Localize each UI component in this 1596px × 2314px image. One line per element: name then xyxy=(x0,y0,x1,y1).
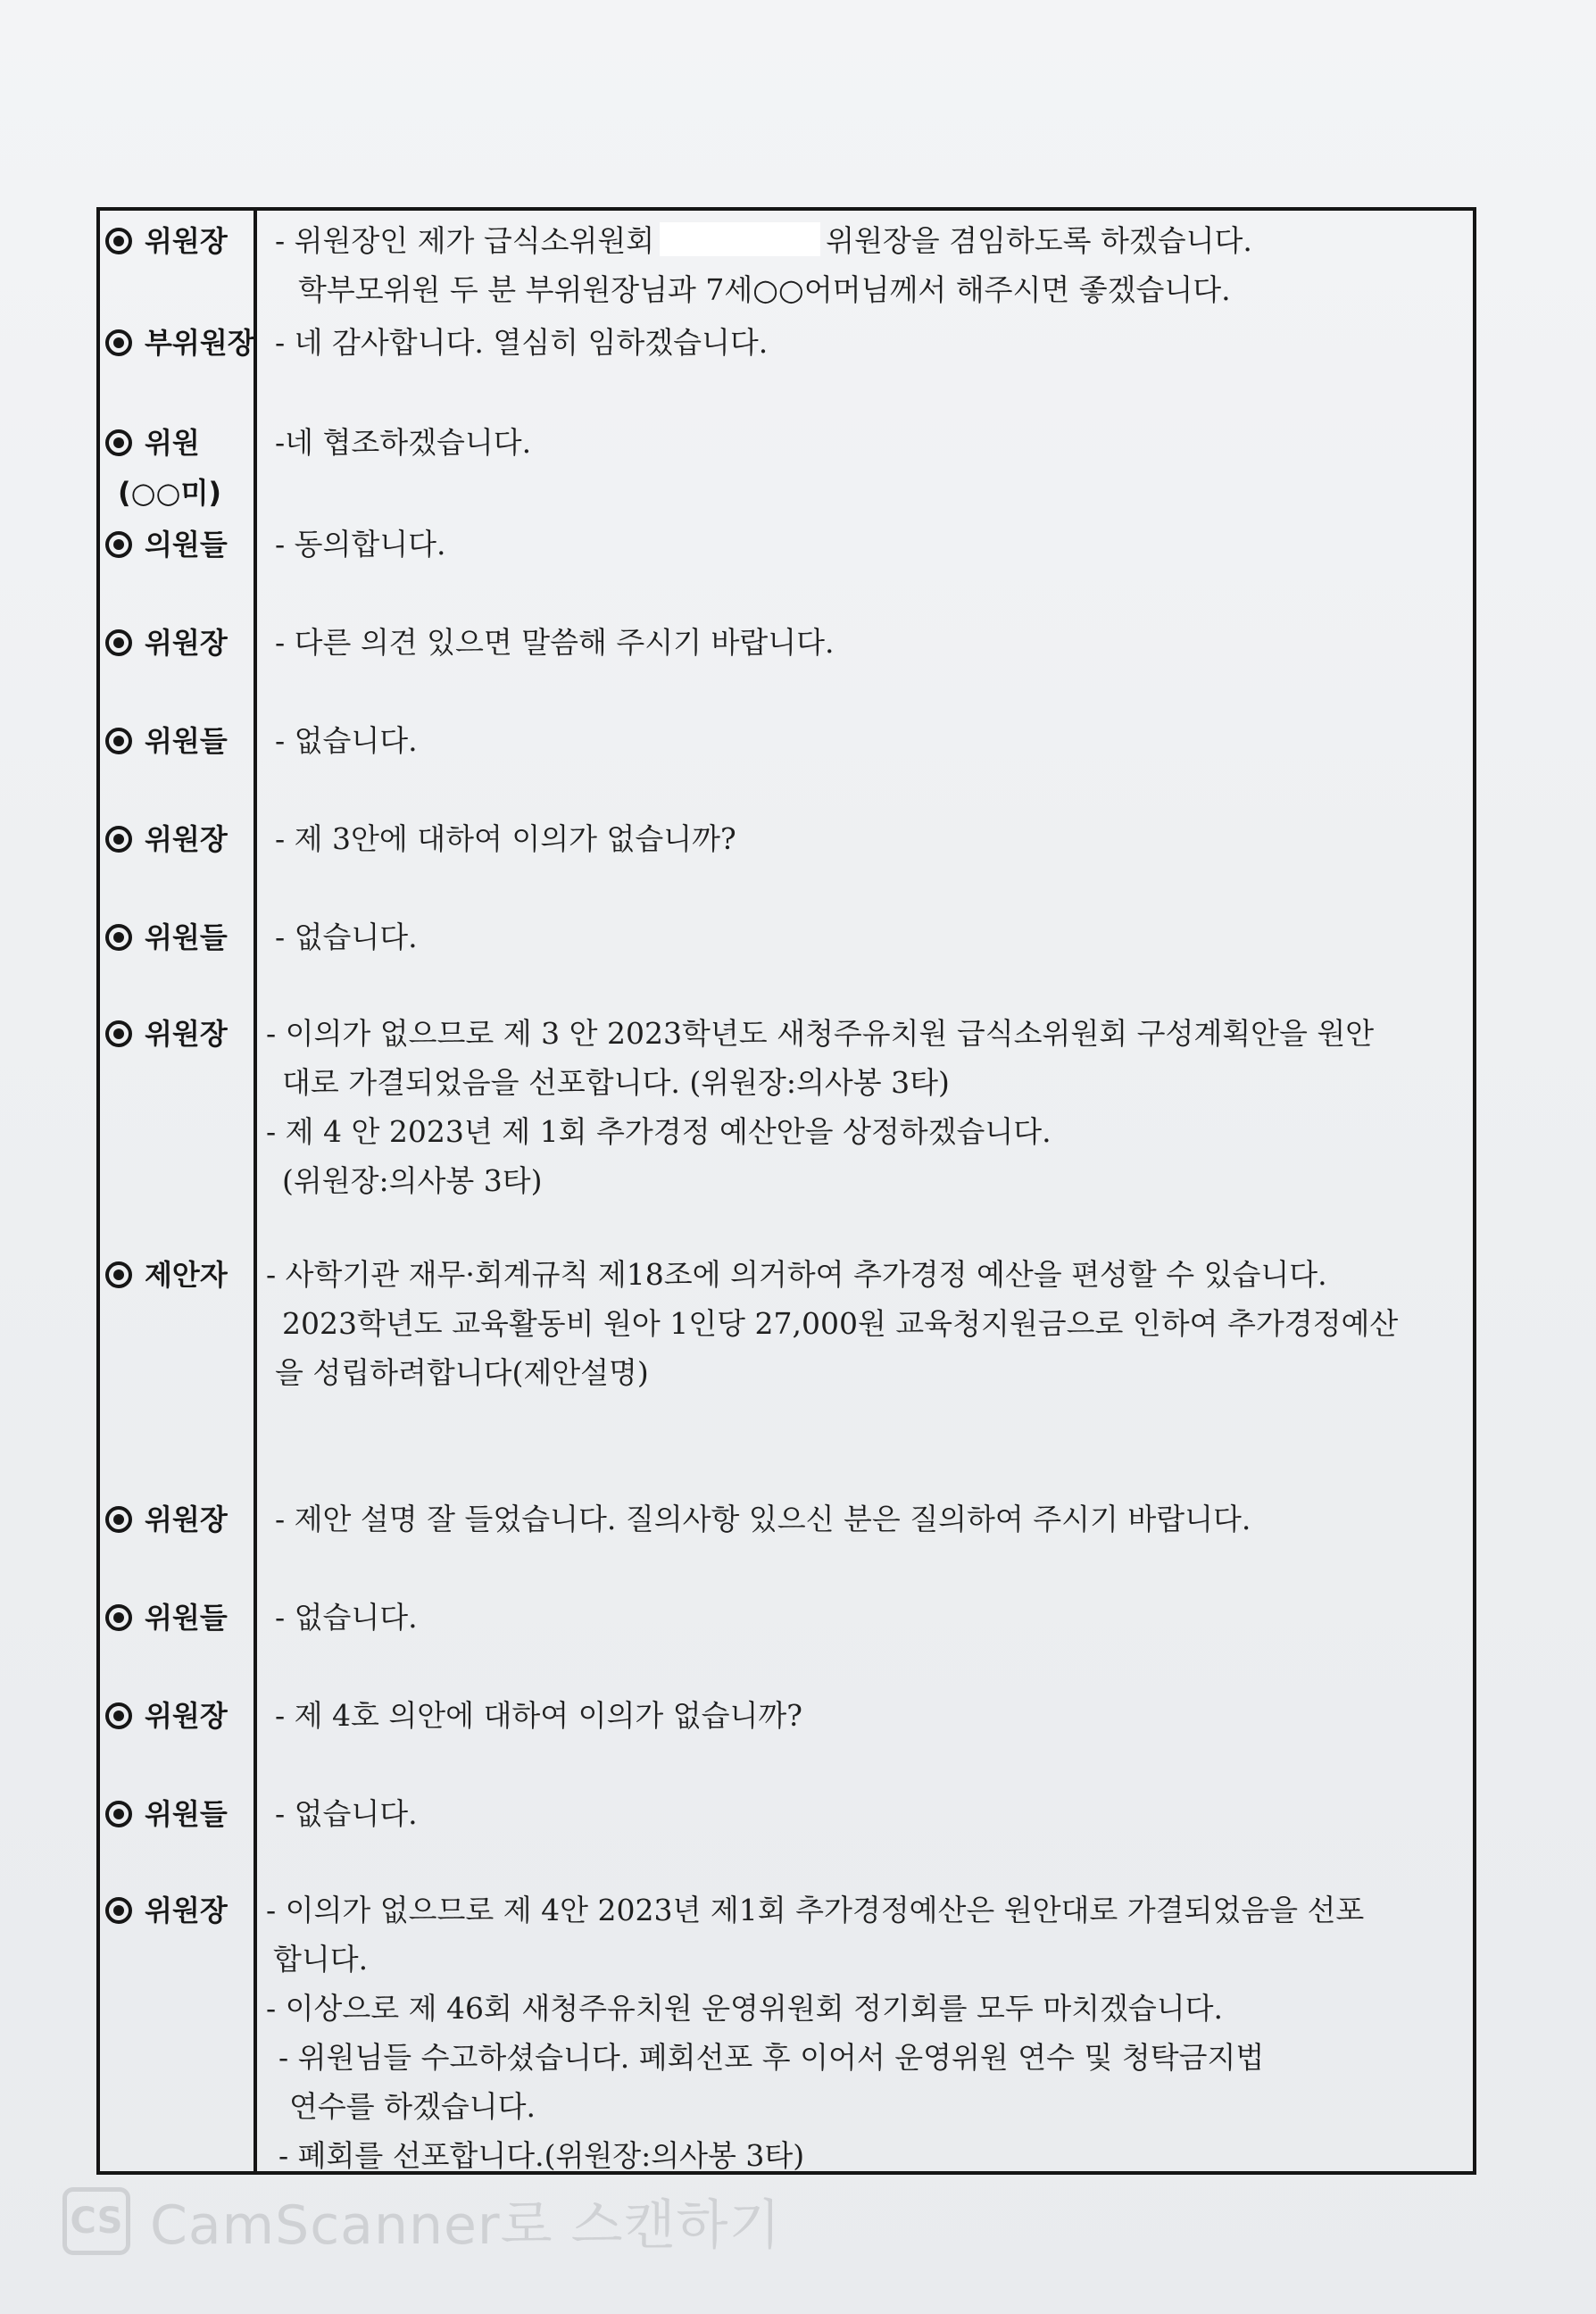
speaker-sub-label: (○○미) xyxy=(118,476,222,510)
bullet-circle-icon xyxy=(105,1897,132,1924)
speech-line: 학부모위원 두 분 부위원장님과 7세○○어머님께서 해주시면 좋겠습니다. xyxy=(298,272,1231,307)
speaker-label: 위원장 xyxy=(105,1009,254,1059)
bullet-circle-icon xyxy=(105,1261,132,1288)
speech-line: - 제 4호 의안에 대하여 이의가 없습니까? xyxy=(275,1698,802,1733)
speech-text xyxy=(275,216,1459,314)
speaker-label: 의원들 xyxy=(105,520,254,570)
speaker-label: 위원장 xyxy=(105,814,254,864)
bullet-circle-icon xyxy=(105,329,132,356)
camscanner-logo-icon: CS xyxy=(62,2187,130,2255)
speech-line: - 없습니다. xyxy=(275,723,418,758)
speech-line: - 위원장인 제가 급식소위원회 위원장을 겸임하도록 하겠습니다. xyxy=(275,223,1252,258)
speech-text xyxy=(275,1691,1459,1740)
speaker-label: 부위원장 xyxy=(105,318,254,368)
speech-line: -네 협조하겠습니다. xyxy=(275,425,532,460)
speech-line: - 폐회를 선포합니다.(위원장:의사봉 3타) xyxy=(278,2138,805,2173)
bullet-circle-icon xyxy=(105,629,132,656)
speaker-label: 위원들 xyxy=(105,912,254,962)
speech-line: 을 성립하려합니다(제안설명) xyxy=(275,1355,649,1390)
watermark-text: CamScanner로 스캔하기 xyxy=(150,2194,782,2257)
speech-line: - 없습니다. xyxy=(275,1796,418,1831)
bullet-circle-icon xyxy=(105,1506,132,1533)
bullet-circle-icon xyxy=(105,1702,132,1729)
speech-line: - 이의가 없으므로 제 4안 2023년 제1회 추가경정예산은 원안대로 가결되었음을 선포 xyxy=(266,1893,1365,1927)
speaker-label: 위원들 xyxy=(105,716,254,766)
speech-line: - 위원님들 수고하셨습니다. 폐회선포 후 이어서 운영위원 연수 및 청탁금지법 xyxy=(278,2040,1265,2075)
speaker-label: 위원들 xyxy=(105,1593,254,1643)
speech-line: - 없습니다. xyxy=(275,920,418,954)
speaker-label: 위원장 xyxy=(105,216,254,266)
bullet-circle-icon xyxy=(105,429,132,456)
speech-line: - 제 3안에 대하여 이의가 없습니까? xyxy=(275,821,736,856)
bullet-circle-icon xyxy=(105,924,132,951)
speech-line: - 다른 의견 있으면 말씀해 주시기 바랍니다. xyxy=(275,625,835,660)
speech-line: - 사학기관 재무·회계규칙 제18조에 의거하여 추가경정 예산을 편성할 수 있습니다. xyxy=(266,1257,1327,1292)
speaker-label: 위원장 xyxy=(105,618,254,668)
column-divider xyxy=(254,211,257,2171)
speaker-label: 위원들 xyxy=(105,1789,254,1839)
bullet-circle-icon xyxy=(105,1604,132,1631)
speech-line: 대로 가결되었음을 선포합니다. (위원장:의사봉 3타) xyxy=(282,1065,950,1100)
speech-text xyxy=(275,814,1459,863)
speech-line: - 없습니다. xyxy=(275,1600,418,1635)
speech-line: 연수를 하겠습니다. xyxy=(289,2089,536,2124)
bullet-circle-icon xyxy=(105,531,132,558)
speech-text xyxy=(266,1009,1459,1205)
redaction-box xyxy=(660,222,820,256)
speech-line: - 이의가 없으므로 제 3 안 2023학년도 새청주유치원 급식소위원회 구성계획안을 원안 xyxy=(266,1016,1375,1051)
meeting-minutes-table xyxy=(96,207,1476,2175)
speaker-label: 위원 (○○미) xyxy=(105,418,254,518)
speaker-label: 위원장 xyxy=(105,1691,254,1741)
bullet-circle-icon xyxy=(105,826,132,853)
speech-text xyxy=(275,520,1459,569)
speech-text xyxy=(275,318,1459,367)
bullet-circle-icon xyxy=(105,1020,132,1047)
bullet-circle-icon xyxy=(105,228,132,254)
speech-text xyxy=(266,1885,1459,2180)
bullet-circle-icon xyxy=(105,728,132,754)
speaker-label: 위원장 xyxy=(105,1494,254,1544)
camscanner-watermark xyxy=(62,2185,781,2257)
speech-line: - 동의합니다. xyxy=(275,527,446,562)
speech-text xyxy=(275,418,1459,467)
speech-line: 2023학년도 교육활동비 원아 1인당 27,000원 교육청지원금으로 인하여 추가경정예산 xyxy=(282,1306,1399,1341)
speech-line: - 제 4 안 2023년 제 1회 추가경정 예산안을 상정하겠습니다. xyxy=(266,1114,1052,1149)
speech-text xyxy=(275,618,1459,667)
speech-line: - 제안 설명 잘 들었습니다. 질의사항 있으신 분은 질의하여 주시기 바랍니다. xyxy=(275,1502,1251,1536)
speech-line: (위원장:의사봉 3타) xyxy=(282,1163,543,1198)
speech-text xyxy=(275,912,1459,961)
speaker-label: 위원장 xyxy=(105,1885,254,1935)
speech-text xyxy=(275,716,1459,765)
speech-line: - 이상으로 제 46회 새청주유치원 운영위원회 정기회를 모두 마치겠습니다. xyxy=(266,1991,1224,2026)
speech-line: - 네 감사합니다. 열심히 임하겠습니다. xyxy=(275,325,769,360)
speech-text xyxy=(275,1593,1459,1642)
bullet-circle-icon xyxy=(105,1801,132,1827)
speech-text xyxy=(266,1250,1459,1397)
speech-text xyxy=(275,1789,1459,1838)
speech-text xyxy=(275,1494,1459,1544)
speech-line: 합니다. xyxy=(273,1942,369,1977)
speaker-label: 제안자 xyxy=(105,1250,254,1300)
